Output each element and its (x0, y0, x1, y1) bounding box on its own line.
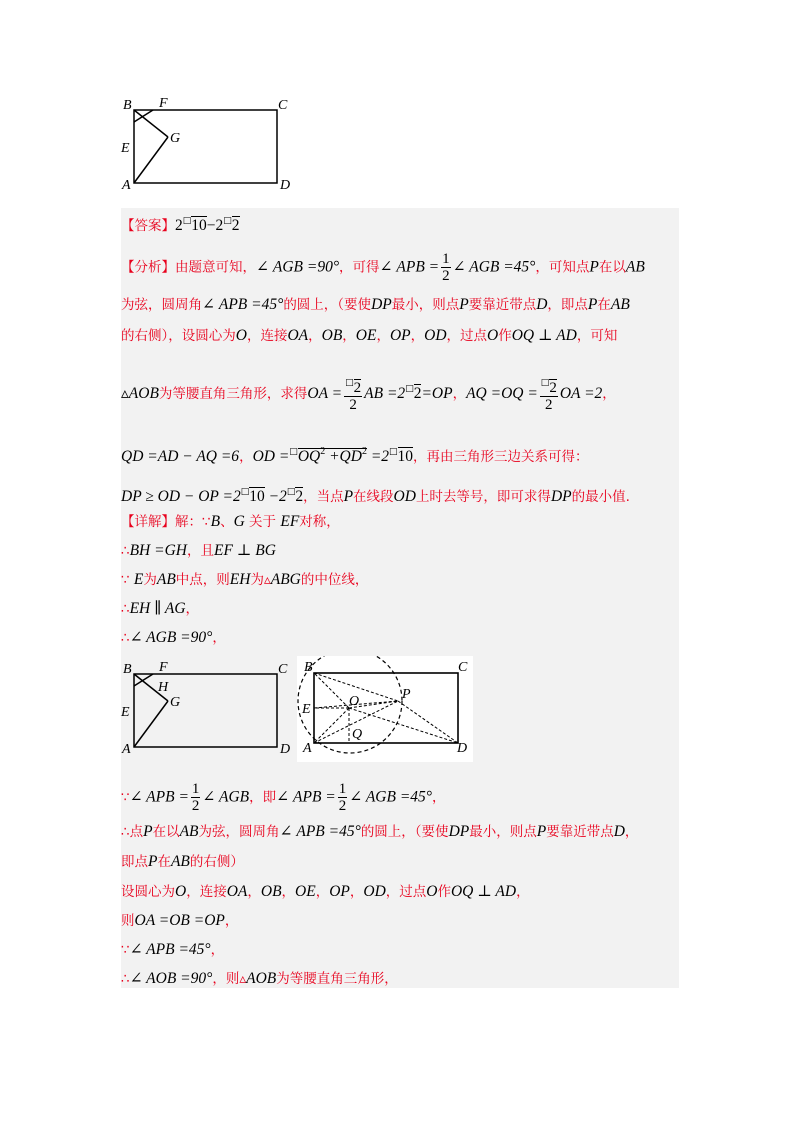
solution-line-7: ∴点P在以AB为弦，圆周角∠ APB =45°的圆上，（要使DP最小，则点P要靠近带点D， (121, 823, 639, 840)
segment-ag-2 (134, 701, 168, 747)
figure-rectangle-2 (118, 656, 298, 760)
label-a-3: A (303, 741, 312, 756)
label-f-2: F (159, 660, 168, 675)
label-e-3: E (302, 702, 311, 717)
fraction-root2-over-2: $\frac{^□2}{2}$ (344, 375, 362, 413)
figure-circle-construction (297, 656, 473, 762)
solution-line-8: 即点P在AB的右侧） (121, 853, 244, 870)
solution-line-3: ∵ E为AB中点，则EH为▵ABG的中位线， (121, 571, 369, 588)
fraction-root2-over-2-b: $\frac{^□2}{2}$ (540, 375, 558, 413)
label-o-3: O (349, 694, 360, 709)
solution-line-2: ∴BH =GH，且EF ⊥ BG (121, 542, 276, 559)
analysis-line-3: 的右侧），设圆心为O，连接OA，OB，OE，OP，OD，过点O作OQ ⊥ AD，可知 (121, 327, 618, 344)
label-b-2: B (123, 662, 132, 677)
label-p-3: P (402, 687, 411, 702)
figure-rectangle-1 (118, 92, 298, 196)
analysis-line-2: 为弦，圆周角∠ APB =45°的圆上，（要使DP最小，则点P要靠近带点D，即点P在AB (121, 296, 630, 313)
solution-line-1: 【详解】解：∵B、G 关于 EF对称， (121, 513, 340, 530)
solution-line-4: ∴EH ∥ AG， (121, 600, 200, 617)
fraction-half-4: $\frac{1}{2}$ (338, 781, 347, 814)
segment-ag (134, 137, 168, 183)
label-a-2: A (122, 742, 131, 757)
label-e: E (121, 141, 130, 156)
segment-bg (134, 110, 168, 137)
label-f: F (159, 96, 168, 111)
label-d: D (280, 178, 291, 193)
answer-line: 【答案】2□10−2□2 (121, 216, 240, 234)
figure-3-background (297, 656, 473, 762)
analysis-line-1: 【分析】由题意可知，∠ AGB =90°，可得∠ APB = $\frac{1}{2}$ ∠ AGB =45°，可知点P在以AB (121, 251, 645, 284)
label-b: B (123, 98, 132, 113)
label-e-2: E (121, 705, 130, 720)
analysis-line-6: DP ≥ OD − OP =2□10 −2□2，当点P在线段OD上时去等号，即可求得DP的最小值. (121, 487, 630, 505)
analysis-line-4: ▵AOB为等腰直角三角形，求得OA = $\frac{^□2}{2}$ AB =2□2=OP，AQ =OQ = $\frac{^□2}{2}$ OA =2， (121, 375, 616, 413)
solution-line-11: ∵∠ APB =45°， (121, 941, 225, 958)
analysis-line-5: QD =AD − AQ =6，OD $=^□OQ^2 +QD^2 =2^□10$，再由三角形三边关系可得： (121, 446, 589, 465)
answer-tag: 【答案】 (121, 218, 175, 234)
solution-line-9: 设圆心为O，连接OA，OB，OE，OP，OD，过点O作OQ ⊥ AD， (121, 883, 530, 900)
label-b-3: B (304, 660, 313, 675)
label-a: A (122, 178, 131, 193)
label-c-2: C (278, 662, 288, 677)
label-d-2: D (280, 742, 291, 757)
label-h-2: H (158, 680, 169, 695)
solution-line-5: ∴∠ AGB =90°， (121, 629, 226, 646)
label-c-3: C (458, 660, 468, 675)
label-c: C (278, 98, 288, 113)
label-q-3: Q (352, 727, 363, 742)
label-g: G (170, 131, 181, 146)
label-d-3: D (457, 741, 468, 756)
solution-panel (121, 208, 679, 988)
rect-abcd-2 (134, 674, 277, 747)
label-g-2: G (170, 695, 181, 710)
fraction-half: $\frac{1}{2}$ (442, 251, 450, 284)
rect-abcd (134, 110, 277, 183)
solution-line-10: 则OA =OB =OP， (121, 912, 239, 929)
solution-line-12: ∴∠ AOB =90°，则▵AOB为等腰直角三角形， (121, 970, 398, 987)
fraction-half-3: $\frac{1}{2}$ (191, 781, 200, 814)
solution-line-6: ∵∠ APB = $\frac{1}{2}$ ∠ AGB，即∠ APB = $\frac{1}{2}$ ∠ AGB =45°， (121, 781, 446, 814)
